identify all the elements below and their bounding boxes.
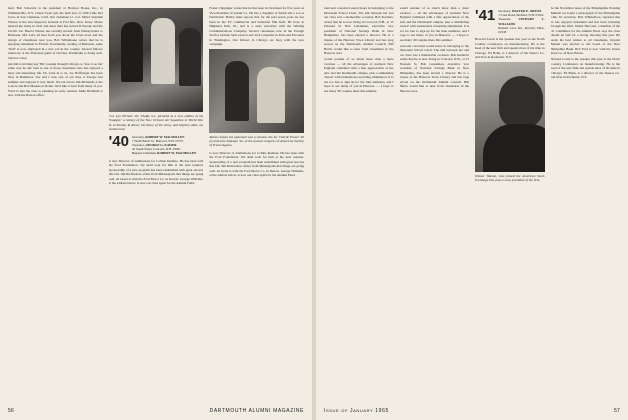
right-page-columns	[324, 6, 620, 398]
left-col-2	[109, 6, 204, 398]
photo-athens-caption: Athens before the upheaval was a reunion site for Charlie Power '40 (l) and Luis Zalzman '42, at the annual congress of American Society of Travel Agents.	[209, 134, 305, 148]
left-col-1	[8, 6, 103, 398]
photo-athens	[209, 49, 304, 133]
left-col-3-text-cont: is now Director of Admissions for Collins Institute. He has been with the Ford Foundation. We shall look for him at the next reunion. Sponsorship of a new program has been established with great success this fall. Jim Richardson writes from Minneapolis that things are going well. Al Grant is with the Ford Motor Co. in Detroit. George Williams, at the address below, is now our class agent for the Alumni Fund.	[209, 150, 305, 178]
photo-watson-caption: Winsor Watson, who joined the American Stock Exchange this year, is now president of the firm.	[475, 173, 545, 183]
issue-title: Issue of January 1965	[324, 408, 389, 414]
left-col-1-text: land. Bob Schwartz is the president of Horizon House, Inc., in Williamsville, N.Y. Chuck Swett gets his mail now at 1036 Calle Del Cerro in San Clemente, Calif. Our classmate Lt. Col. Myles Standish Weston is the new Inspector General at Fort Dix, New Jersey. Myles entered the Army in 1941 and since then has served in Europe and the Pacific. Dr. Harold Warner has recently moved from Pennsylvania to Bethesda, Md. Let's all hear from you about the Class news and the doings of classmates near you. Bob Whitehouse writes that he is enjoying retirement in Florida. Excellently, reading of Bethesda, some 'Wolf' is now employed in a new job in the country. Several fellows turned up at the Princeton game in October. Dartmouth is doing well. Send us a line.	[8, 6, 103, 60]
class-41-heading	[475, 9, 545, 34]
right-col-2-text: would partake of so much more than a mere vacation — all the advantages of northern New England combined with a fine appreciation of the Arts and the Dartmouth campus, plus a stimulating 'retreat' with tremendous rewarding stimulation. It is not too late to sign up for the June seminars, and I hope to see many of you in Hanover. — I hope to see many '40 couples there this summer.	[399, 6, 469, 42]
left-col-1-text-cont: pin him is inviting any 'Biz' passing through Chicago to 'lose it on the' same way he did. Ken is one of those classmates who has enjoyed a busy and interesting life. Do write in to us. Joe Hoffberger has been busy in Baltimore. See and I took one of our trips to Europe last summer and enjoyed it very much. We ran across Jim McIntosh at the Louvre and Bob Menees in Rome. We'd like to hear from many of you. Word is that the class is planning an early reunion. Mike Bramhall is now with the Boston office.	[8, 61, 103, 97]
photo-presentation	[109, 8, 204, 112]
right-col-3	[475, 6, 545, 398]
page-number-left: 56	[8, 408, 14, 414]
left-page-columns	[8, 6, 304, 398]
right-col-1	[324, 6, 394, 398]
right-col-1-text-cont: would partake of so much more than a mere vacation — all the advantages of northern New England combined with a fine appreciation of the Arts and the Dartmouth campus, plus a stimulating 'retreat' with tremendous rewarding stimulation. It is not too late to sign up for the June seminars, and I hope to see many of you in Hanover. — I hope to see many '40 couples there this summer.	[324, 57, 394, 93]
class-40-number: '40	[108, 132, 129, 150]
page-number-right: 57	[614, 408, 620, 414]
left-col-3-text: Foster Clippinger writes that he has been in Cleveland for five years as Vice-President of Austin Co. He has a daughter at Smith and a son at Dartmouth. Bobby Ashe reports that for the past seven years he has been in the TV commercial and industrial film field. He lives in Highland Park, Ill., and is a sales executive with the Wilding Communications Company. Several classmates now in the Foreign Service include Sam Lawton and Jack Carpenter in Paris and Ed Gates in Washington. Our fellows in Chicago are busy with the new campaign.	[209, 6, 305, 46]
right-col-2	[400, 6, 470, 398]
left-page-footer	[8, 408, 304, 414]
right-col-3-text: Howard Lewis is the speaker this year at the North Country Conference on manufacturing. He is the head of the new firm and spends most of his time in Chicago. Ed Bohn, is a director of the Seneca Co. and lives in Rochester, N.Y.	[475, 37, 545, 60]
class-40-officers: Secretary, ROBERT W. MACMILLEN 7 North Balch St., Hanover, N.H. 03755 Treasurer, GEORGE G. KAISER 45 South Street, Concord, N.H. 03301 Bequest Chairman, ROBERT W. MACMILLEN	[131, 134, 197, 156]
left-col-2-text: is now Director of Admissions for Collins Institute. He has been with the Ford Foundation. We shall look for him at the next reunion. Sponsorship of a new program has been established with great success this fall. Jim Richardson writes from Minneapolis that things are going well. Al Grant is with the Ford Motor Co. in Detroit. George Williams, at the address below, is now our class agent for the Alumni Fund.	[108, 158, 204, 186]
right-col-4	[551, 6, 621, 398]
photo-watson	[475, 62, 545, 172]
left-col-3	[209, 6, 304, 398]
magazine-title: DARTMOUTH ALUMNI MAGAZINE	[209, 408, 304, 414]
right-col-4-text-cont: Howard Lewis is the speaker this year at the North Country Conference on manufacturing. He is the head of the new firm and spends most of his time in Chicago. Ed Bohn, is a director of the Seneca Co. and lives in Rochester, N.Y.	[550, 57, 620, 79]
photo-presentation-caption: Col. Lyn Nichols '40, USAR, ret., pictured at a new edition of his 'Snapper,' a history of the New Orleans Air Squadron in World War II, to Stanley R. Resor, Secretary of the Army, and Stephen Ailes, his predecessor.	[108, 114, 204, 132]
right-col-2-text-cont: loud and concerted sound hours in belonging to the Dissonant School Choir. The talk between her and our class was a memorable occasion. Bob Kershaw writes that he is now living in Concord, N.H., at 15 Pleasant St. Bob Lundeman, executive vice president of National Savings Bank in New Hampshire, has been elected a director. He is a trustee of the Hanover Town Library and has long served on the Dartmouth Alumni Council. Bill Harris would like to hear from classmates in the Hanover area.	[399, 43, 469, 93]
left-page	[0, 0, 312, 420]
class-41-officers: Secretary, WALTER E. ORTON 1 Crest Road, Bedford, N.H. 03102 Treasurer, STEWART L. WILLIAMS Bennett Cove Rd., Ipswich, Mass. 01938	[498, 9, 545, 35]
class-41-number: '41	[475, 7, 496, 24]
right-page	[316, 0, 628, 420]
right-page-footer	[324, 408, 620, 414]
right-col-4-text: At the November issue of the Philadelphia Evening Bulletin we found a photograph of the Philadelphia Club. Its secretary, Bob Whittemore, reported that he has enjoyed retirement and has been traveling through the West. Walter Harcourt, a member of the '41 Committee for the Alumni Fund, says the class should all aim for a strong showing this year. He sends his best wishes to all classmates. Donald Bernett was elected to the board of the New Hampshire Bank. Bob Ford is now with the Union Trust Co. in New Haven.	[550, 6, 620, 55]
right-col-1-text: loud and concerted sound hours in belonging to the Dissonant School Choir. The talk between her and our class was a memorable occasion. Bob Kershaw writes that he is now living in Concord, N.H., at 15 Pleasant St. Bob Lundeman, executive vice president of National Savings Bank in New Hampshire, has been elected a director. He is a trustee of the Hanover Town Library and has long served on the Dartmouth Alumni Council. Bill Harris would like to hear from classmates in the Hanover area.	[324, 6, 394, 55]
class-40-heading	[108, 132, 204, 156]
